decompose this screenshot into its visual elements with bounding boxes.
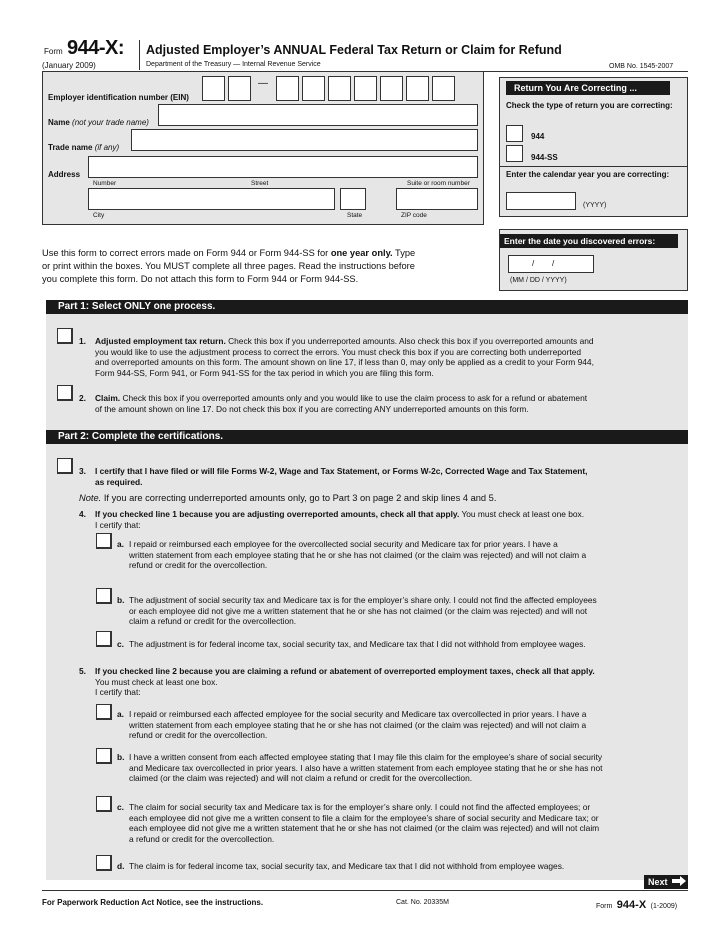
ein-separator: — — [258, 78, 268, 89]
line4c-letter: c. — [117, 639, 124, 649]
line5d-checkbox[interactable] — [96, 855, 112, 871]
line4c-text: The adjustment is for federal income tax, social security tax, and Medicare tax that I did not withhold from employee wages. — [129, 639, 586, 649]
line5c-checkbox[interactable] — [96, 796, 112, 812]
form-body-panel — [46, 300, 688, 880]
ein-digit-7[interactable] — [380, 76, 403, 101]
line5a-letter: a. — [117, 709, 124, 719]
944-checkbox[interactable] — [506, 125, 523, 142]
ein-label: Employer identification number (EIN) — [48, 93, 189, 102]
line4-text: If you checked line 1 because you are adjusting overreported amounts, check all that apply. You must check at least one box. I certify that: — [95, 509, 585, 530]
ein-digit-5[interactable] — [328, 76, 351, 101]
line4a-checkbox[interactable] — [96, 533, 112, 549]
ein-digit-2[interactable] — [228, 76, 251, 101]
944-ss-option-label: 944-SS — [531, 153, 558, 162]
date-format-caption: (MM / DD / YYYY) — [510, 277, 567, 284]
form-label: Form — [44, 47, 63, 56]
ein-digit-3[interactable] — [276, 76, 299, 101]
form-date: (January 2009) — [42, 61, 96, 70]
line5b-letter: b. — [117, 752, 125, 762]
line5c-letter: c. — [117, 802, 124, 812]
department-line: Department of the Treasury — Internal Revenue Service — [146, 61, 321, 68]
check-type-label: Check the type of return you are correcting: — [506, 101, 673, 110]
ein-digit-4[interactable] — [302, 76, 325, 101]
state-caption: State — [347, 212, 363, 219]
line5d-text: The claim is for federal income tax, social security tax, and Medicare tax that I did not withhold from employee wages. — [129, 861, 565, 871]
city-caption: City — [93, 212, 105, 219]
next-button[interactable] — [644, 875, 688, 889]
944-ss-checkbox[interactable] — [506, 145, 523, 162]
form-title: Adjusted Employer’s ANNUAL Federal Tax Return or Claim for Refund — [146, 43, 562, 57]
next-label: Next — [648, 877, 668, 887]
line4a-text: I repaid or reimbursed each employee for the overcollected social security and Medicare tax for prior years. I have a written statement from each employee stating that he or she has not claimed (or the claim was rejected) and will not claim a refund or credit for the overcollection. — [129, 539, 587, 570]
944-option-label: 944 — [531, 132, 545, 141]
street-address-field[interactable] — [88, 156, 478, 178]
intro-text — [42, 247, 487, 286]
line3-text: I certify that I have filed or will file Forms W-2, Wage and Tax Statement, or Forms W-2c, Corrected Wage and Tax Statement, as required. — [95, 466, 588, 487]
catalog-number: Cat. No. 20335M — [396, 899, 449, 906]
part2-heading: Part 2: Complete the certifications. — [46, 430, 688, 444]
line2-checkbox[interactable] — [57, 385, 73, 401]
line4b-checkbox[interactable] — [96, 588, 112, 604]
name-field[interactable] — [158, 104, 478, 126]
line4b-letter: b. — [117, 595, 125, 605]
paperwork-notice: For Paperwork Reduction Act Notice, see the instructions. — [42, 898, 264, 907]
ein-digit-9[interactable] — [432, 76, 455, 101]
line5c-text: The claim for social security tax and Medicare tax is for the employer’s share only. I could not find the affected employees; or each employee did not give me a written consent to file a claim for the employee’s share of social security and Medicare tax; or each employee did not give me a written statement that he or she has not claimed (or the claim was rejected) and will not claim a refund or credit for the overcollection. — [129, 802, 600, 844]
number-caption: Number — [93, 180, 117, 187]
line4c-checkbox[interactable] — [96, 631, 112, 647]
intro-line-1: Use this form to correct errors made on Form 944 or Form 944-SS for one year only. Type — [42, 248, 416, 258]
ein-digit-1[interactable] — [202, 76, 225, 101]
line4b-text: The adjustment of social security tax and Medicare tax is for the employer’s share only. I could not find the affected employees or each employee did not give me a written statement that he or she has not claimed (or the claim was rejected) and will not claim a refund or credit for the overcollection. — [129, 595, 597, 626]
line2-text: Claim. Check this box if you overreported amounts only and you would like to use the claim process to ask for a refund or abatement of the amount shown on line 17. Do not check this box if you are correcting ANY underreported amounts on this form. — [95, 393, 588, 414]
ein-digit-8[interactable] — [406, 76, 429, 101]
city-field[interactable] — [88, 188, 335, 210]
part1-heading: Part 1: Select ONLY one process. — [46, 300, 688, 314]
line5b-checkbox[interactable] — [96, 748, 112, 764]
ein-digit-6[interactable] — [354, 76, 377, 101]
address-label: Address — [48, 170, 81, 179]
line5b-text: I have a written consent from each affected employee stating that I may file this claim for the employee’s share of social security and Medicare tax overcollected in prior years. I also have a written statement from each employee stating that he or she has not claimed (or the claim was rejected) and will not claim a refund or credit for the overcollection. — [129, 752, 603, 783]
line5-text: If you checked line 2 because you are claiming a refund or abatement of overreported employment taxes, check all that apply. You must check at least one box. I certify that: — [95, 666, 595, 697]
name-label: Name (not your trade name) — [48, 118, 149, 127]
header-divider — [139, 40, 140, 70]
line1-checkbox[interactable] — [57, 328, 73, 344]
line1-text: Adjusted employment tax return. Check this box if you underreported amounts. Also check this box if you overreported amounts and you would like to use the adjustment process to correct the errors. You must check this box if you are correcting both underreported and overreported amounts on this form. The amount shown on line 17, if less than 0, may only be applied as a credit to your Form 944, Form 944-SS, Form 941, or Form 941-SS for the tax period in which you are filing this form. — [95, 336, 594, 378]
state-field[interactable] — [340, 188, 366, 210]
intro-line-3: you complete this form. Do not attach this form to Form 944 or Form 944-SS. — [42, 274, 359, 284]
footer-form-id: Form 944-X (1-2009) — [596, 899, 678, 911]
suite-caption: Suite or room number — [407, 180, 470, 187]
line5a-checkbox[interactable] — [96, 704, 112, 720]
line4a-letter: a. — [117, 539, 124, 549]
yyyy-caption: (YYYY) — [583, 202, 607, 209]
line5d-letter: d. — [117, 861, 125, 871]
note-line: Note. If you are correcting underreported amounts only, go to Part 3 on page 2 and skip lines 4 and 5. — [79, 493, 497, 503]
date-separators: / / — [532, 259, 555, 268]
calendar-year-label: Enter the calendar year you are correcting: — [506, 170, 670, 179]
discovered-errors-heading: Enter the date you discovered errors: — [500, 234, 678, 248]
line3-checkbox[interactable] — [57, 458, 73, 474]
sidebar-divider — [499, 166, 688, 167]
omb-number: OMB No. 1545-2007 — [609, 63, 674, 70]
calendar-year-field[interactable] — [506, 192, 576, 210]
line1-number: 1. — [79, 336, 86, 346]
zip-field[interactable] — [396, 188, 478, 210]
zip-caption: ZIP code — [401, 212, 427, 219]
line5a-text: I repaid or reimbursed each affected employee for the social security and Medicare tax overcollected in prior years. I have a written statement from each employee stating that he or she has not claimed (or the claim was rejected) and will not claim a refund or credit for the overcollection. — [129, 709, 587, 740]
arrow-right-icon — [672, 876, 686, 886]
line2-number: 2. — [79, 393, 86, 403]
footer-rule — [42, 890, 688, 891]
line5-number: 5. — [79, 666, 86, 676]
line4-number: 4. — [79, 509, 86, 519]
return-correcting-heading: Return You Are Correcting ... — [506, 81, 670, 95]
form-number: 944-X: — [67, 37, 125, 59]
trade-name-field[interactable] — [131, 129, 478, 151]
street-caption: Street — [251, 180, 269, 187]
line3-number: 3. — [79, 466, 86, 476]
intro-line-2: or print within the boxes. You MUST complete all three pages. Read the instructions before — [42, 261, 415, 271]
trade-name-label: Trade name (if any) — [48, 143, 120, 152]
